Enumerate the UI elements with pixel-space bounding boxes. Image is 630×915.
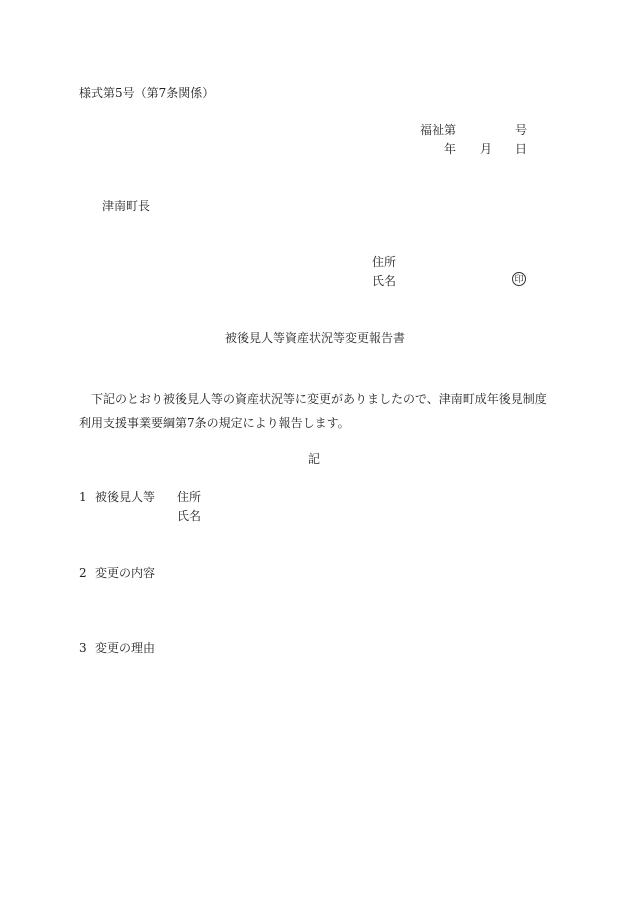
item-1-address-label: 住所 xyxy=(177,490,202,504)
body-text: 下記のとおり被後見人等の資産状況等に変更がありましたので、津南町成年後見制度利用支援事業要綱第7条の規定により報告します。 xyxy=(79,392,547,430)
item-2-number: 2 xyxy=(79,566,87,580)
date-month: 月 xyxy=(480,142,493,156)
applicant-name-label: 氏名 xyxy=(372,274,397,288)
seal-mark: 印 xyxy=(512,272,526,286)
item-2-label: 変更の内容 xyxy=(95,566,156,580)
reference-prefix: 福祉第 xyxy=(420,123,457,137)
form-number: 様式第5号（第7条関係） xyxy=(79,86,215,100)
item-1-number: 1 xyxy=(79,490,87,504)
item-3-number: 3 xyxy=(79,641,87,655)
date-day: 日 xyxy=(515,142,528,156)
item-1-name-label: 氏名 xyxy=(177,509,202,523)
document-title: 被後見人等資産状況等変更報告書 xyxy=(225,331,406,345)
reference-suffix: 号 xyxy=(515,123,528,137)
item-1-label: 被後見人等 xyxy=(95,490,156,504)
ki-heading: 記 xyxy=(308,452,321,466)
applicant-address-label: 住所 xyxy=(372,255,397,269)
item-3-label: 変更の理由 xyxy=(95,641,156,655)
date-year: 年 xyxy=(444,142,457,156)
addressee: 津南町長 xyxy=(102,199,151,213)
